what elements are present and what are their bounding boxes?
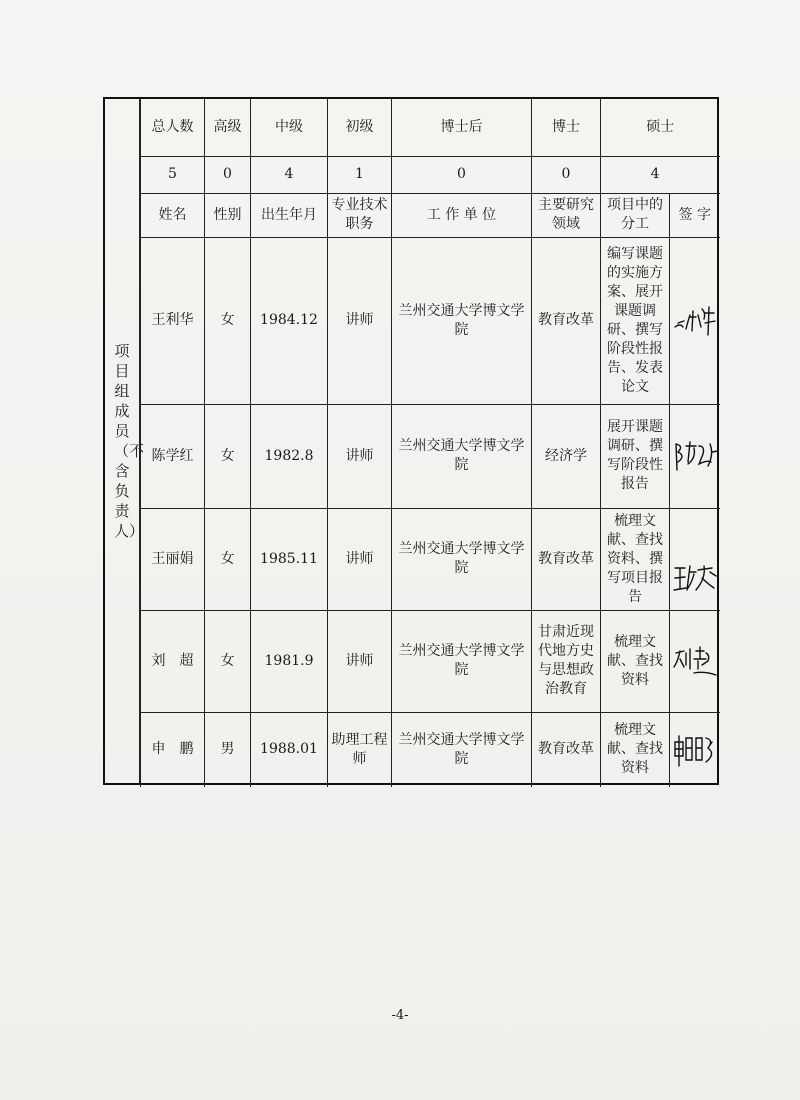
summary-header: 总人数 bbox=[141, 99, 205, 156]
table-row bbox=[141, 712, 720, 787]
member-title: 讲师 bbox=[328, 404, 392, 508]
member-gender: 男 bbox=[205, 712, 251, 787]
summary-value: 1 bbox=[328, 156, 392, 193]
handwritten-signature bbox=[672, 730, 720, 770]
signature-cell bbox=[670, 237, 720, 404]
signature-cell bbox=[670, 610, 720, 712]
member-gender: 女 bbox=[205, 508, 251, 610]
member-role: 编写课题的实施方案、展开课题调研、撰写阶段性报告、发表论文 bbox=[601, 237, 670, 404]
signature-cell bbox=[670, 404, 720, 508]
table-row bbox=[141, 404, 720, 508]
member-birth: 1988.01 bbox=[251, 712, 328, 787]
member-name: 刘 超 bbox=[141, 610, 205, 712]
members-grid bbox=[140, 99, 720, 787]
summary-value: 0 bbox=[392, 156, 532, 193]
summary-value: 5 bbox=[141, 156, 205, 193]
summary-header: 博士后 bbox=[392, 99, 532, 156]
side-label-cell bbox=[105, 99, 145, 783]
column-header: 性别 bbox=[205, 193, 251, 237]
side-label: 项目组成员（不含负责人） bbox=[114, 342, 145, 540]
member-gender: 女 bbox=[205, 610, 251, 712]
summary-value: 4 bbox=[601, 156, 720, 193]
member-gender: 女 bbox=[205, 237, 251, 404]
member-unit: 兰州交通大学博文学院 bbox=[392, 404, 532, 508]
summary-header: 中级 bbox=[251, 99, 328, 156]
member-name: 陈学红 bbox=[141, 404, 205, 508]
summary-header: 高级 bbox=[205, 99, 251, 156]
member-field: 教育改革 bbox=[532, 237, 601, 404]
member-birth: 1981.9 bbox=[251, 610, 328, 712]
member-title: 讲师 bbox=[328, 237, 392, 404]
member-unit: 兰州交通大学博文学院 bbox=[392, 610, 532, 712]
member-field: 教育改革 bbox=[532, 508, 601, 610]
column-header: 姓名 bbox=[141, 193, 205, 237]
member-role: 梳理文献、查找资料、撰写项目报告 bbox=[601, 508, 670, 610]
signature-cell bbox=[670, 508, 720, 610]
summary-value: 0 bbox=[205, 156, 251, 193]
summary-header: 博士 bbox=[532, 99, 601, 156]
member-field: 教育改革 bbox=[532, 712, 601, 787]
handwritten-signature bbox=[672, 643, 718, 679]
member-name: 王利华 bbox=[141, 237, 205, 404]
member-name: 申 鹏 bbox=[141, 712, 205, 787]
member-role: 梳理文献、查找资料 bbox=[601, 712, 670, 787]
member-unit: 兰州交通大学博文学院 bbox=[392, 508, 532, 610]
handwritten-signature bbox=[672, 301, 718, 341]
column-header: 出生年月 bbox=[251, 193, 328, 237]
member-field: 甘肃近现代地方史与思想政治教育 bbox=[532, 610, 601, 712]
summary-value: 0 bbox=[532, 156, 601, 193]
summary-header: 硕士 bbox=[601, 99, 720, 156]
member-field: 经济学 bbox=[532, 404, 601, 508]
table-row bbox=[141, 610, 720, 712]
column-header: 主要研究领域 bbox=[532, 193, 601, 237]
members-header-row bbox=[141, 193, 720, 237]
page-number: -4- bbox=[391, 1008, 409, 1023]
signature-cell bbox=[670, 712, 720, 787]
table-row bbox=[141, 237, 720, 404]
handwritten-signature bbox=[672, 560, 718, 596]
member-gender: 女 bbox=[205, 404, 251, 508]
column-header: 项目中的分工 bbox=[601, 193, 670, 237]
member-title: 讲师 bbox=[328, 610, 392, 712]
member-role: 展开课题调研、撰写阶段性报告 bbox=[601, 404, 670, 508]
summary-header: 初级 bbox=[328, 99, 392, 156]
column-header: 签 字 bbox=[670, 193, 720, 237]
summary-header-row bbox=[141, 99, 720, 156]
member-role: 梳理文献、查找资料 bbox=[601, 610, 670, 712]
table-row bbox=[141, 508, 720, 610]
member-unit: 兰州交通大学博文学院 bbox=[392, 237, 532, 404]
member-birth: 1982.8 bbox=[251, 404, 328, 508]
summary-values-row bbox=[141, 156, 720, 193]
member-name: 王丽娟 bbox=[141, 508, 205, 610]
member-birth: 1985.11 bbox=[251, 508, 328, 610]
member-birth: 1984.12 bbox=[251, 237, 328, 404]
member-title: 讲师 bbox=[328, 508, 392, 610]
member-title: 助理工程师 bbox=[328, 712, 392, 787]
member-unit: 兰州交通大学博文学院 bbox=[392, 712, 532, 787]
column-header: 工 作 单 位 bbox=[392, 193, 532, 237]
summary-value: 4 bbox=[251, 156, 328, 193]
members-form-table bbox=[103, 97, 719, 785]
handwritten-signature bbox=[672, 436, 720, 476]
column-header: 专业技术职务 bbox=[328, 193, 392, 237]
